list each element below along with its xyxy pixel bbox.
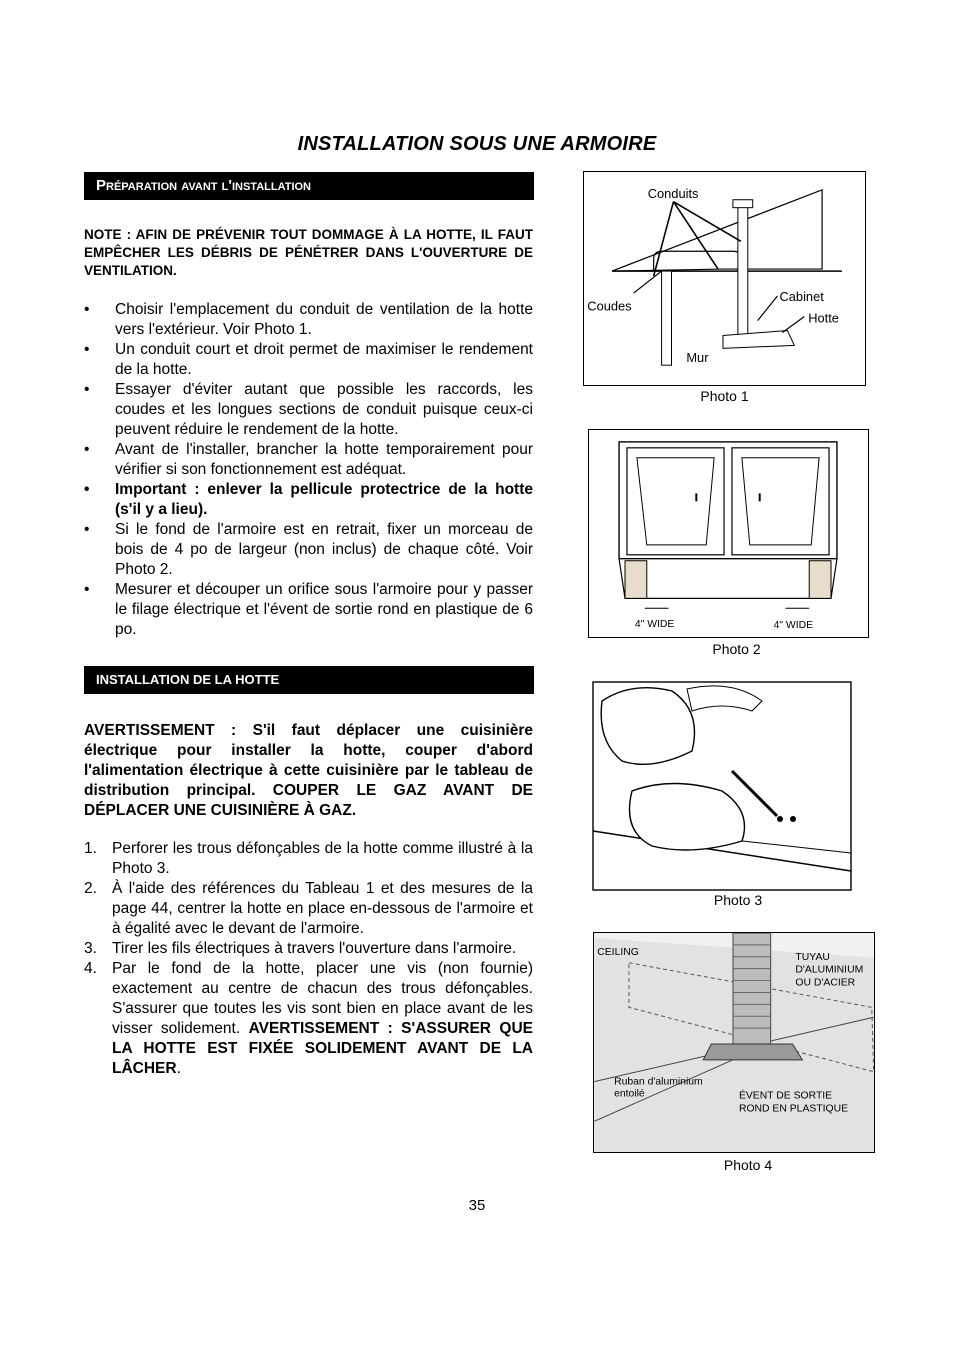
list-item-text: Mesurer et découper un orifice sous l'armoire pour y passer le filage électrique et l'évent de sortie rond en plastique de 6 po.	[115, 581, 533, 638]
photo-4-caption: Photo 4	[723, 1157, 773, 1173]
step-text: À l'aide des références du Tableau 1 et des mesures de la page 44, centrer la hotte en place en-dessous de l'armoire et à égalité avec le devant de l'armoire.	[112, 880, 533, 937]
list-item-text: Choisir l'emplacement du conduit de ventilation de la hotte vers l'extérieur. Voir Photo 1.	[115, 301, 533, 338]
photo-3-drawing	[592, 681, 852, 891]
ceiling-label: CEILING	[597, 946, 639, 958]
coudes-label: Coudes	[587, 298, 632, 314]
right-width-label: 4" WIDE	[773, 620, 814, 632]
cabinet-label: Cabinet	[779, 288, 824, 304]
tuyau-label-line-1: TUYAU	[795, 951, 830, 963]
list-item-text: Si le fond de l'armoire est en retrait, fixer un morceau de bois de 4 po de largeur (non inclus) de chaque côté. Voir Photo 2.	[115, 521, 533, 578]
bullet-icon: •	[84, 581, 90, 598]
list-item-text: Un conduit court et droit permet de maximiser le rendement de la hotte.	[115, 341, 533, 378]
left-width-label: 4" WIDE	[634, 619, 675, 631]
event-label-line-1: ÉVENT DE SORTIE	[738, 1090, 833, 1102]
list-item	[84, 959, 533, 1079]
list-item-text: Avant de l'installer, brancher la hotte temporairement pour vérifier si son fonctionnement est adéquat.	[115, 441, 533, 478]
page-title: INSTALLATION SOUS UNE ARMOIRE	[297, 133, 657, 155]
list-item	[84, 480, 533, 520]
step-end: .	[176, 1060, 181, 1077]
photo-1-caption: Photo 1	[700, 388, 749, 404]
bullet-icon: •	[84, 521, 90, 538]
step-number: 2.	[84, 880, 97, 897]
warning-paragraph: AVERTISSEMENT : S'il faut déplacer une cuisinière électrique pour installer la hotte, couper d'abord l'alimentation électrique à cette cuisinière par le tableau de distribution principal. COUPER LE GAZ AVANT DE DÉPLACER UNE CUISINIÈRE À GAZ.	[84, 722, 533, 819]
step-text: Perforer les trous défonçables de la hotte comme illustré à la Photo 3.	[112, 840, 533, 877]
bullet-icon: •	[84, 381, 90, 398]
preparation-list	[84, 300, 533, 640]
note-paragraph: NOTE : AFIN DE PRÉVENIR TOUT DOMMAGE À LA HOTTE, IL FAUT EMPÊCHER LES DÉBRIS DE PÉNÉTRER DANS L'OUVERTURE DE VENTILATION.	[84, 227, 533, 278]
tuyau-label-line-3: OU D'ACIER	[795, 977, 856, 989]
list-item	[84, 380, 533, 440]
list-item	[84, 520, 533, 580]
photo-2-diagram	[588, 429, 869, 638]
mur-label: Mur	[686, 350, 709, 366]
photo-4-diagram	[593, 932, 875, 1153]
cabinet-diagram	[589, 430, 868, 637]
list-item-text: Important : enlever la pellicule protectrice de la hotte (s'il y a lieu).	[115, 481, 533, 518]
section-heading-preparation: Préparation avant l'installation	[84, 172, 534, 200]
step-number: 1.	[84, 840, 97, 857]
ruban-label-line-2: entoilé	[614, 1088, 645, 1100]
list-item	[84, 580, 533, 640]
duct-diagram	[584, 172, 865, 385]
tuyau-label-line-2: D'ALUMINIUM	[795, 964, 864, 976]
vent-diagram	[594, 933, 874, 1152]
photo-2-caption: Photo 2	[712, 641, 761, 657]
step-warning: AVERTISSEMENT : S'ASSURER QUE LA HOTTE EST FIXÉE SOLIDEMENT AVANT DE LA LÂCHER	[112, 1020, 533, 1077]
hotte-label: Hotte	[808, 310, 839, 326]
photo-1-diagram	[583, 171, 866, 386]
list-item	[84, 939, 533, 959]
list-item	[84, 440, 533, 480]
conduits-label: Conduits	[647, 185, 699, 201]
bullet-icon: •	[84, 301, 90, 318]
step-number: 3.	[84, 940, 97, 957]
step-number: 4.	[84, 960, 97, 977]
section-heading-installation: INSTALLATION DE LA HOTTE	[84, 666, 534, 694]
marking-holes-drawing	[592, 681, 852, 891]
bullet-icon: •	[84, 441, 90, 458]
list-item	[84, 839, 533, 879]
photo-3-caption: Photo 3	[713, 892, 763, 908]
list-item	[84, 340, 533, 380]
bullet-icon: •	[84, 341, 90, 358]
list-item	[84, 300, 533, 340]
list-item-text: Essayer d'éviter autant que possible les raccords, les coudes et les longues sections de conduit puisque ceux-ci peuvent réduire le rendement de la hotte.	[115, 381, 533, 438]
step-text: Tirer les fils électriques à travers l'ouverture dans l'armoire.	[112, 940, 517, 957]
installation-steps	[84, 839, 533, 1079]
page-number: 35	[468, 1197, 486, 1214]
ruban-label-line-1: Ruban d'aluminium	[614, 1076, 703, 1088]
step-text: Par le fond de la hotte, placer une vis (non fournie) exactement au centre de chacun des trous défonçables. S'assurer que toutes les vis sont bien en place avant de les visser solidement.	[112, 960, 533, 1037]
bullet-icon: •	[84, 481, 90, 498]
event-label-line-2: ROND EN PLASTIQUE	[738, 1103, 849, 1115]
list-item	[84, 879, 533, 939]
